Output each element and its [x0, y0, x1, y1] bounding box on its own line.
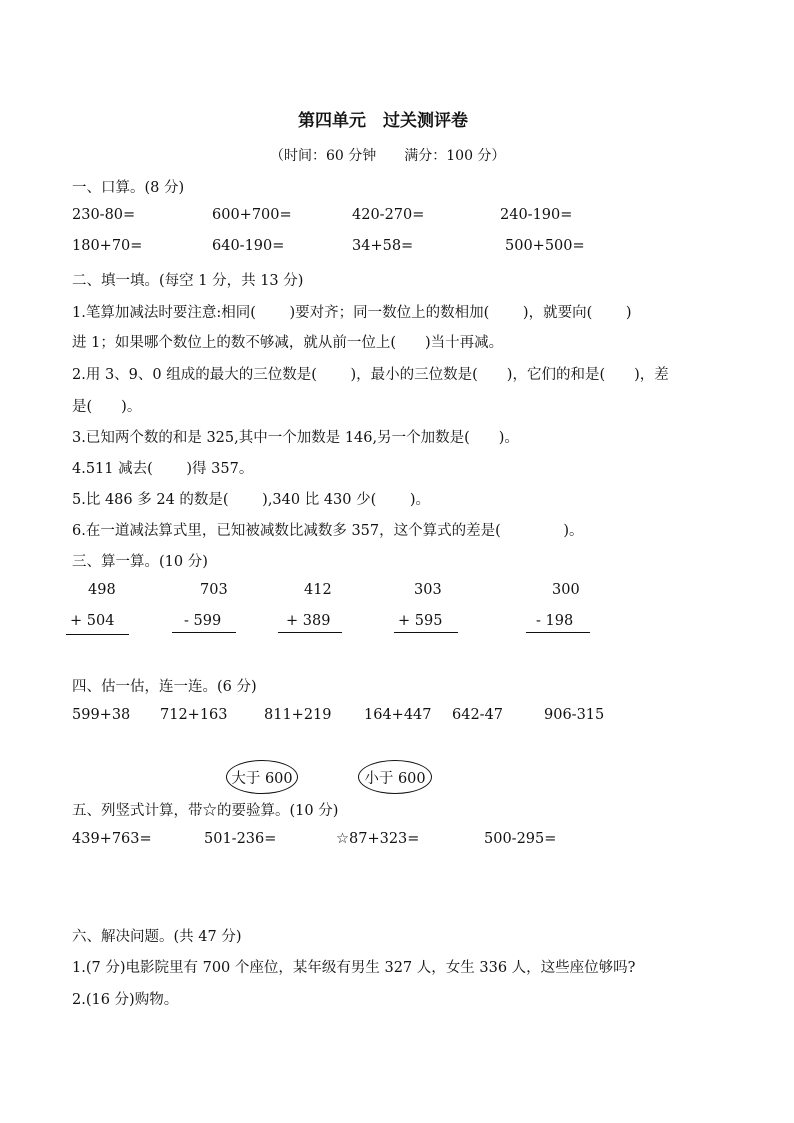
vertical-bottom-number: - 599: [184, 613, 222, 629]
oral-calc-item: 230-80=: [72, 207, 136, 223]
section5-heading: 五、列竖式计算，带☆的要验算。(10 分): [72, 803, 339, 819]
oral-calc-item: 180+70=: [72, 238, 143, 254]
fill-line: 5.比 486 多 24 的数是( ),340 比 430 少( )。: [72, 492, 431, 508]
oval-label: 大于 600: [231, 770, 293, 787]
section4-heading: 四、估一估，连一连。(6 分): [72, 679, 257, 695]
problem-question: 1.(7 分)电影院里有 700 个座位，某年级有男生 327 人，女生 336 人，这些座位够吗?: [72, 960, 636, 976]
page-subtitle: （时间：60 分钟 满分：100 分）: [270, 148, 506, 164]
column-calc-item: ☆87+323=: [336, 831, 420, 847]
vertical-bottom-number: - 198: [536, 613, 574, 629]
vertical-bottom-number: + 595: [398, 613, 443, 629]
oral-calc-item: 600+700=: [212, 207, 292, 223]
estimate-expression: 164+447: [364, 707, 432, 723]
section2-heading: 二、填一填。(每空 1 分，共 13 分): [72, 273, 304, 289]
estimate-expression: 642-47: [452, 707, 504, 723]
oral-calc-item: 420-270=: [352, 207, 425, 223]
estimate-expression: 712+163: [160, 707, 228, 723]
fill-line: 1.笔算加减法时要注意:相同( )要对齐；同一数位上的数相加( )，就要向( ): [72, 305, 632, 321]
vertical-top-number: 412: [304, 582, 332, 598]
fill-line: 2.用 3、9、0 组成的最大的三位数是( )，最小的三位数是( )，它们的和是( )，差: [72, 367, 669, 383]
estimate-expression: 906-315: [544, 707, 605, 723]
less-than-600-oval[interactable]: [358, 760, 432, 794]
oval-label: 小于 600: [364, 770, 426, 787]
oral-calc-item: 240-190=: [500, 207, 573, 223]
section6-heading: 六、解决问题。(共 47 分): [72, 929, 242, 945]
column-calc-item: 500-295=: [484, 831, 557, 847]
vertical-calc-line: [172, 632, 236, 633]
vertical-top-number: 303: [414, 582, 442, 598]
oral-calc-item: 640-190=: [212, 238, 285, 254]
vertical-calc-line: [526, 632, 590, 633]
column-calc-item: 439+763=: [72, 831, 152, 847]
greater-than-600-oval[interactable]: [226, 760, 298, 794]
fill-line: 进 1；如果哪个数位上的数不够减，就从前一位上( )当十再减。: [72, 335, 504, 351]
vertical-top-number: 498: [88, 582, 116, 598]
fill-line: 3.已知两个数的和是 325,其中一个加数是 146,另一个加数是( )。: [72, 430, 519, 446]
vertical-calc-line: [394, 632, 458, 633]
estimate-expression: 811+219: [264, 707, 332, 723]
oral-calc-item: 500+500=: [505, 238, 585, 254]
vertical-bottom-number: + 389: [286, 613, 331, 629]
vertical-top-number: 300: [552, 582, 580, 598]
fill-line: 6.在一道减法算式里，已知被减数比减数多 357，这个算式的差是( )。: [72, 523, 584, 539]
column-calc-item: 501-236=: [204, 831, 277, 847]
vertical-bottom-number: + 504: [70, 613, 115, 629]
fill-line: 是( )。: [72, 399, 142, 415]
page-title: 第四单元 过关测评卷: [298, 111, 468, 131]
section3-heading: 三、算一算。(10 分): [72, 554, 208, 570]
fill-line: 4.511 减去( )得 357。: [72, 461, 254, 477]
section1-heading: 一、口算。(8 分): [72, 180, 185, 196]
problem-question: 2.(16 分)购物。: [72, 992, 179, 1008]
estimate-expression: 599+38: [72, 707, 131, 723]
vertical-calc-line: [66, 634, 129, 635]
oral-calc-item: 34+58=: [352, 238, 414, 254]
vertical-calc-line: [278, 632, 342, 633]
vertical-top-number: 703: [200, 582, 228, 598]
